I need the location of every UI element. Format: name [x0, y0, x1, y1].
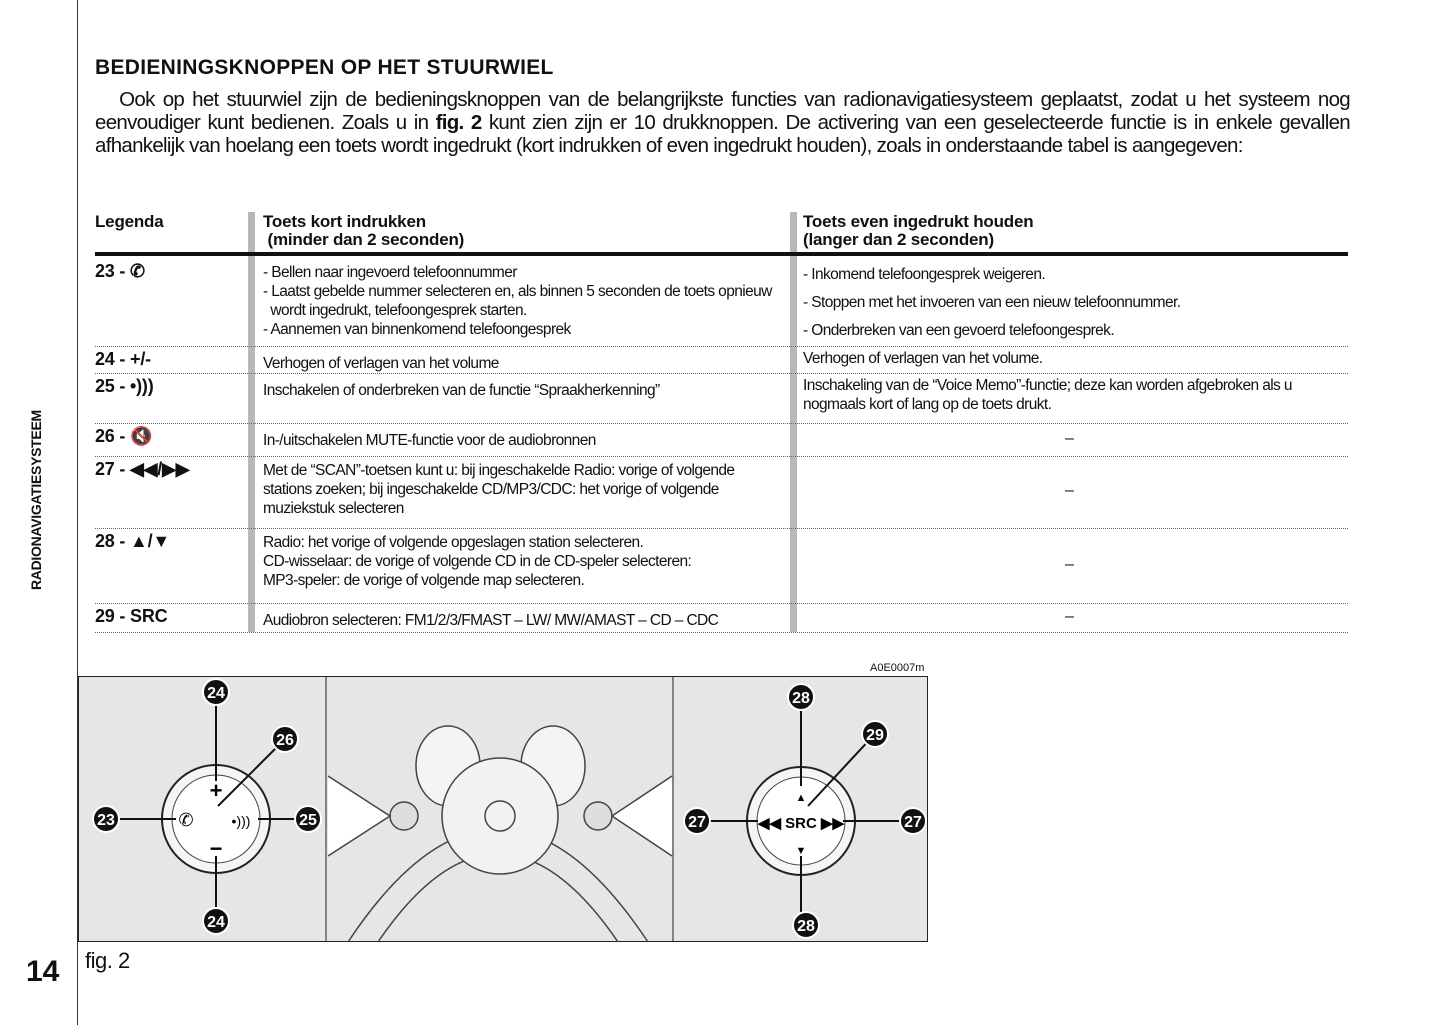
short-press-line: CD-wisselaar: de vorige of volgende CD in de CD-speler selecteren:	[263, 553, 692, 570]
column-divider	[248, 212, 255, 632]
row-short-press	[263, 381, 783, 400]
callout-c26	[272, 726, 298, 752]
row-long-press	[803, 261, 1343, 345]
short-press-line: Radio: het vorige of volgende opgeslagen station selecteren.	[263, 534, 644, 551]
long-press-line: nogmaals kort of lang op de toets drukt.	[803, 396, 1052, 413]
row-separator	[95, 423, 1348, 424]
column-divider	[790, 212, 797, 632]
steering-wheel-figure	[78, 676, 929, 943]
callout-c24b	[203, 908, 229, 934]
row-legend: 23 - ✆	[95, 261, 145, 281]
callout-number: 24	[207, 914, 225, 931]
row-legend: 24 - +/-	[95, 349, 151, 369]
long-press-line: - Onderbreken van een gevoerd telefoongesprek.	[803, 322, 1115, 339]
short-press-line: - Aannemen van binnenkomend telefoongesprek	[263, 321, 571, 338]
callout-number: 28	[797, 918, 815, 935]
short-press-line: In-/uitschakelen MUTE-functie voor de audiobronnen	[263, 432, 596, 449]
long-press-line: Verhogen of verlagen van het volume.	[803, 350, 1043, 367]
intro-text-end: kunt zien zijn er 10 drukknoppen. De activering van een geselecteerde functie is in enkele gevallen afhankelijk van hoelang een toets wordt ingedrukt (kort indrukken of even ingedrukt houden), zoals in onderstaande tabel is aangegeven:	[95, 111, 1350, 157]
callout-number: 29	[866, 727, 884, 744]
long-press-line: –	[1065, 607, 1074, 625]
row-legend: 27 - ◀◀/▶▶	[95, 459, 190, 479]
callout-c28b	[793, 912, 819, 938]
row-short-press	[263, 354, 783, 373]
long-press-line: - Inkomend telefoongesprek weigeren.	[803, 266, 1046, 283]
row-long-press	[803, 349, 1343, 368]
row-separator	[95, 456, 1348, 457]
row-legend: 26 - 🔇	[95, 426, 153, 446]
page-title: BEDIENINGSKNOPPEN OP HET STUURWIEL	[95, 56, 554, 79]
callout-c24a	[203, 679, 229, 705]
row-legend: 29 - SRC	[95, 606, 168, 626]
short-press-line: - Laatst gebelde nummer selecteren en, als binnen 5 seconden de toets opnieuw	[263, 283, 772, 300]
header-rule	[95, 252, 1348, 256]
header-long	[803, 213, 1033, 249]
figure-reference: fig. 2	[435, 111, 482, 134]
section-label: RADIONAVIGATIESYSTEEM	[28, 410, 44, 590]
row-separator	[95, 346, 1348, 347]
svg-text:▼: ▼	[795, 845, 807, 857]
short-press-line: stations zoeken; bij ingeschakelde CD/MP3/CDC: het vorige of volgende	[263, 481, 719, 498]
row-legend: 25 - •)))	[95, 376, 154, 396]
short-press-line: wordt ingedrukt, telefoongesprek starten.	[263, 302, 527, 319]
header-long-sub: (langer dan 2 seconden)	[803, 230, 994, 249]
long-press-line: Inschakeling van de “Voice Memo”-functie; deze kan worden afgebroken als u	[803, 377, 1292, 394]
short-press-line: Inschakelen of onderbreken van de functie “Spraakherkenning”	[263, 382, 660, 399]
row-short-press	[263, 461, 783, 518]
row-legend: 28 - ▲/▼	[95, 531, 171, 551]
callout-c28a	[788, 684, 814, 710]
row-long-press	[803, 376, 1343, 414]
svg-text:+: +	[209, 778, 223, 803]
row-long-press	[1065, 482, 1074, 500]
long-press-line: –	[1065, 482, 1074, 499]
svg-text:✆: ✆	[178, 810, 194, 830]
short-press-line: Audiobron selecteren: FM1/2/3/FMAST – LW/ MW/AMAST – CD – CDC	[263, 612, 719, 629]
callout-number: 23	[97, 812, 115, 829]
header-long-title: Toets even ingedrukt houden	[803, 212, 1034, 231]
svg-text:•))): •)))	[231, 813, 251, 829]
callout-c27a	[684, 808, 710, 834]
row-long-press	[1065, 608, 1074, 626]
row-short-press	[263, 611, 783, 630]
intro-paragraph	[95, 88, 1350, 157]
callout-number: 24	[207, 685, 225, 702]
callout-number: 26	[276, 732, 294, 749]
page-number: 14	[26, 955, 60, 988]
figure-code: A0E0007m	[870, 662, 925, 674]
short-press-line: - Bellen naar ingevoerd telefoonnummer	[263, 264, 517, 281]
row-separator	[95, 528, 1348, 529]
callout-c29	[862, 721, 888, 747]
header-short-sub: (minder dan 2 seconden)	[263, 230, 465, 249]
svg-text:▲: ▲	[795, 792, 807, 804]
short-press-line: MP3-speler: de vorige of volgende map selecteren.	[263, 572, 585, 589]
long-press-line: - Stoppen met het invoeren van een nieuw telefoonnummer.	[803, 294, 1181, 311]
header-legend: Legenda	[95, 212, 164, 231]
callout-number: 27	[688, 814, 706, 831]
long-press-line: –	[1065, 429, 1074, 447]
callout-c25	[295, 806, 321, 832]
svg-text:−: −	[209, 836, 223, 861]
header-short	[263, 213, 464, 249]
row-long-press	[1065, 430, 1074, 448]
svg-text:◀◀ SRC ▶▶: ◀◀ SRC ▶▶	[757, 815, 845, 832]
row-short-press	[263, 263, 783, 339]
callout-number: 25	[299, 812, 317, 829]
row-separator	[95, 603, 1348, 604]
callout-c23	[93, 806, 119, 832]
callout-c27b	[900, 808, 926, 834]
row-short-press	[263, 431, 783, 450]
row-separator	[95, 632, 1348, 633]
long-press-line: –	[1065, 555, 1074, 573]
header-short-title: Toets kort indrukken	[263, 212, 426, 231]
row-short-press	[263, 533, 783, 590]
short-press-line: Verhogen of verlagen van het volume	[263, 355, 499, 372]
row-long-press	[1065, 556, 1074, 574]
figure-caption: fig. 2	[85, 948, 130, 973]
callout-number: 27	[904, 814, 922, 831]
short-press-line: Met de “SCAN”-toetsen kunt u: bij ingeschakelde Radio: vorige of volgende	[263, 462, 735, 479]
callout-number: 28	[792, 690, 810, 707]
short-press-line: muziekstuk selecteren	[263, 500, 404, 517]
intro-text: Ook op het stuurwiel zijn de bedieningsknoppen van de belangrijkste functies van radionavigatiesysteem geplaatst, zodat u het systeem nog eenvoudiger kunt bedienen. Zoals u in	[95, 88, 1350, 134]
row-separator	[95, 373, 1348, 374]
